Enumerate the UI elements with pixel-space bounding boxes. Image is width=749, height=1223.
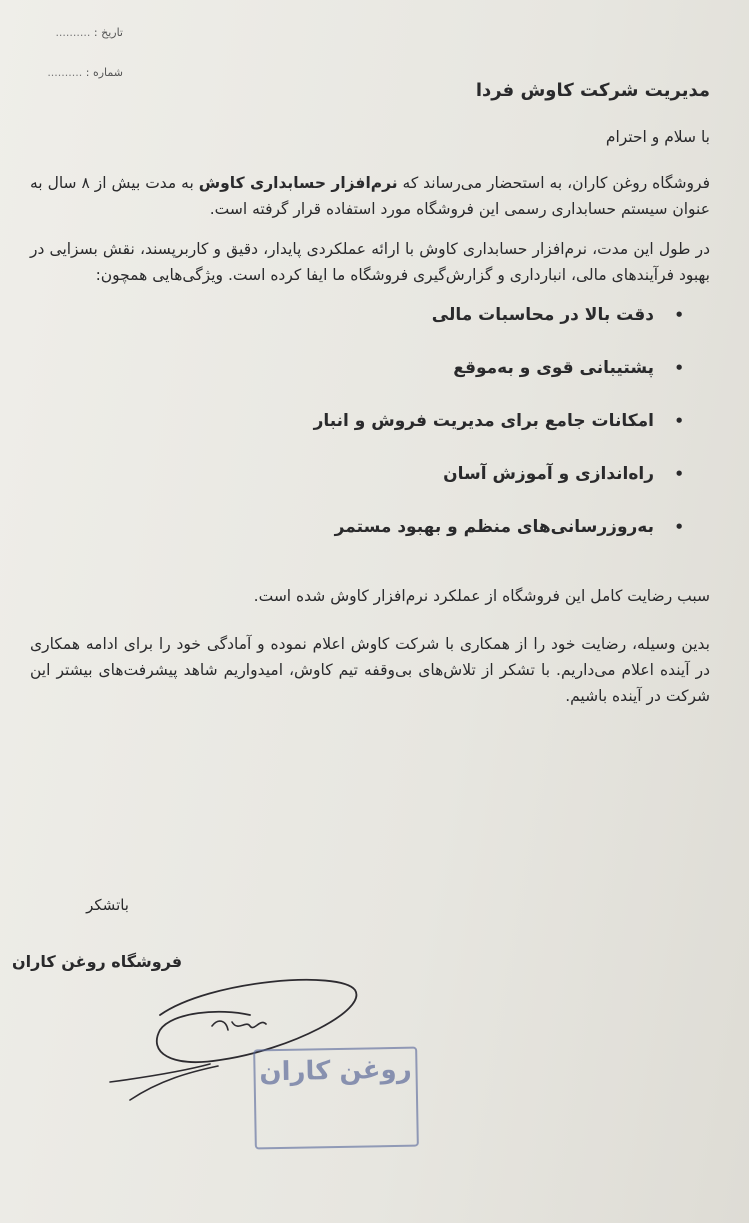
feature-text: راه‌اندازی و آموزش آسان	[443, 464, 654, 484]
feature-text: پشتیبانی قوی و به‌موقع	[453, 358, 654, 378]
bullet-icon: •	[674, 412, 684, 430]
features-list	[30, 302, 710, 567]
intro-text-1: فروشگاه روغن کاران، به استحضار می‌رساند که	[397, 174, 710, 192]
closing-paragraph: بدین وسیله، رضایت خود را از همکاری با شرکت کاوش اعلام نموده و آمادگی خود را برای ادامه همکاری در آینده اعلام می‌داریم. با تشکر از تلاش‌های بی‌وقفه تیم کاوش، امیدواریم شاهد پیشرفت‌های بیشتر این شرکت در آینده باشیم.	[30, 635, 710, 705]
bullet-icon: •	[674, 465, 684, 483]
bullet-icon: •	[674, 306, 684, 324]
intro-text-2: به مدت بیش از ۸ سال به عنوان سیستم حسابداری رسمی این فروشگاه مورد استفاده قرار گرفته است.	[30, 174, 710, 218]
feature-item	[30, 514, 710, 567]
stamp-name: روغن کاران	[259, 1054, 412, 1088]
date-label: تاریخ :	[93, 26, 123, 39]
stamp-phone	[265, 1141, 409, 1144]
feature-text: امکانات جامع برای مدیریت فروش و انبار	[313, 411, 654, 431]
intro-paragraph	[30, 170, 710, 222]
feature-item	[30, 408, 710, 461]
feature-item	[30, 355, 710, 408]
date-field	[28, 26, 123, 39]
body-paragraph: در طول این مدت، نرم‌افزار حسابداری کاوش با ارائه عملکردی پایدار، دقیق و کاربرپسند، نقش بسزایی در بهبود فرآیندهای مالی، انبارداری و گزارش‌گیری فروشگاه ما ایفا کرده است. ویژگی‌هایی همچون:	[30, 240, 710, 284]
letter-body	[30, 78, 710, 723]
bullet-icon: •	[674, 359, 684, 377]
software-name: نرم‌افزار حسابداری کاوش	[198, 174, 398, 192]
stamp-address	[264, 1097, 408, 1100]
bullet-icon: •	[674, 518, 684, 536]
sender-name: فروشگاه روغن کاران	[12, 952, 183, 971]
recipient-title: مدیریت شرکت کاوش فردا	[475, 80, 710, 101]
feature-item	[30, 302, 710, 355]
number-value: ..........	[47, 66, 83, 79]
number-label: شماره :	[85, 66, 123, 79]
feature-text: دقت بالا در محاسبات مالی	[431, 305, 654, 325]
feature-item	[30, 461, 710, 514]
greeting: با سلام و احترام	[605, 128, 710, 146]
thanks-text: باتشکر	[86, 896, 129, 914]
satisfaction-paragraph: سبب رضایت کامل این فروشگاه از عملکرد نرم‌افزار کاوش شده است.	[253, 587, 710, 605]
company-stamp	[253, 1047, 419, 1150]
feature-text: به‌روزرسانی‌های منظم و بهبود مستمر	[334, 517, 654, 537]
date-value: ..........	[55, 26, 91, 39]
